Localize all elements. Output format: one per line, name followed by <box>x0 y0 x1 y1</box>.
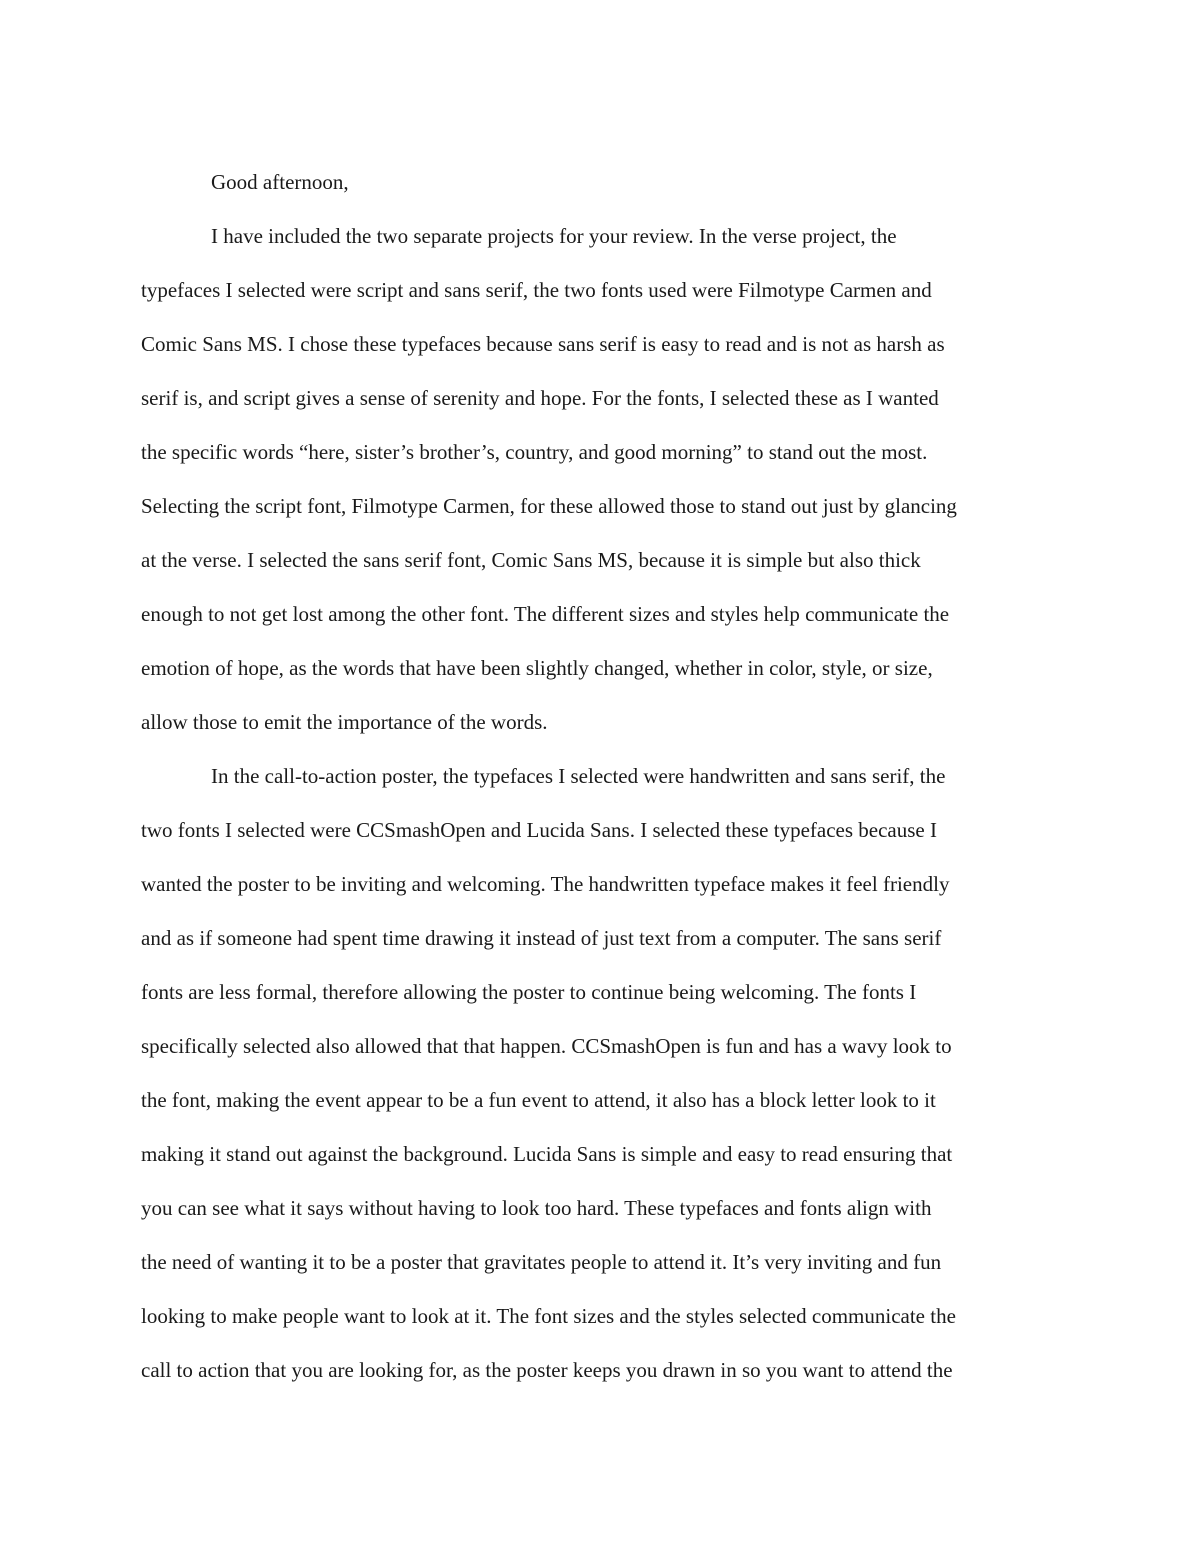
paragraph-line: looking to make people want to look at it. The font sizes and the styles selected communicate the <box>141 1304 956 1328</box>
paragraph-line: In the call-to-action poster, the typefaces I selected were handwritten and sans serif, the <box>211 764 946 788</box>
paragraph-line: you can see what it says without having to look too hard. These typefaces and fonts align with <box>141 1196 932 1220</box>
paragraph-line: at the verse. I selected the sans serif font, Comic Sans MS, because it is simple but also thick <box>141 548 921 572</box>
paragraph-line: Comic Sans MS. I chose these typefaces because sans serif is easy to read and is not as harsh as <box>141 332 945 356</box>
paragraph-line: the need of wanting it to be a poster that gravitates people to attend it. It’s very inviting and fun <box>141 1250 942 1274</box>
paragraph-verse-project <box>141 209 1061 749</box>
paragraph-line: the specific words “here, sister’s brother’s, country, and good morning” to stand out the most. <box>141 440 928 464</box>
paragraph-line: specifically selected also allowed that that happen. CCSmashOpen is fun and has a wavy look to <box>141 1034 952 1058</box>
paragraph-line: the font, making the event appear to be a fun event to attend, it also has a block letter look to it <box>141 1088 936 1112</box>
paragraph-line: Selecting the script font, Filmotype Carmen, for these allowed those to stand out just by glancing <box>141 494 957 518</box>
paragraph-line: allow those to emit the importance of the words. <box>141 710 548 734</box>
paragraph-line: wanted the poster to be inviting and welcoming. The handwritten typeface makes it feel friendly <box>141 872 950 896</box>
paragraph-line: enough to not get lost among the other font. The different sizes and styles help communicate the <box>141 602 950 626</box>
paragraph-line: two fonts I selected were CCSmashOpen and Lucida Sans. I selected these typefaces because I <box>141 818 937 842</box>
paragraph-line: emotion of hope, as the words that have been slightly changed, whether in color, style, or size, <box>141 656 933 680</box>
letter-body <box>141 155 1061 1397</box>
paragraph-line: fonts are less formal, therefore allowing the poster to continue being welcoming. The fonts I <box>141 980 917 1004</box>
paragraph-line: typefaces I selected were script and sans serif, the two fonts used were Filmotype Carmen and <box>141 278 932 302</box>
greeting: Good afternoon, <box>211 170 349 194</box>
paragraph-line: I have included the two separate projects for your review. In the verse project, the <box>211 224 897 248</box>
paragraph-poster-project <box>141 749 1061 1397</box>
paragraph-line: serif is, and script gives a sense of serenity and hope. For the fonts, I selected these as I wanted <box>141 386 939 410</box>
paragraph-line: call to action that you are looking for, as the poster keeps you drawn in so you want to attend the <box>141 1358 953 1382</box>
paragraph-line: and as if someone had spent time drawing it instead of just text from a computer. The sans serif <box>141 926 942 950</box>
paragraph-line: making it stand out against the background. Lucida Sans is simple and easy to read ensuring that <box>141 1142 953 1166</box>
